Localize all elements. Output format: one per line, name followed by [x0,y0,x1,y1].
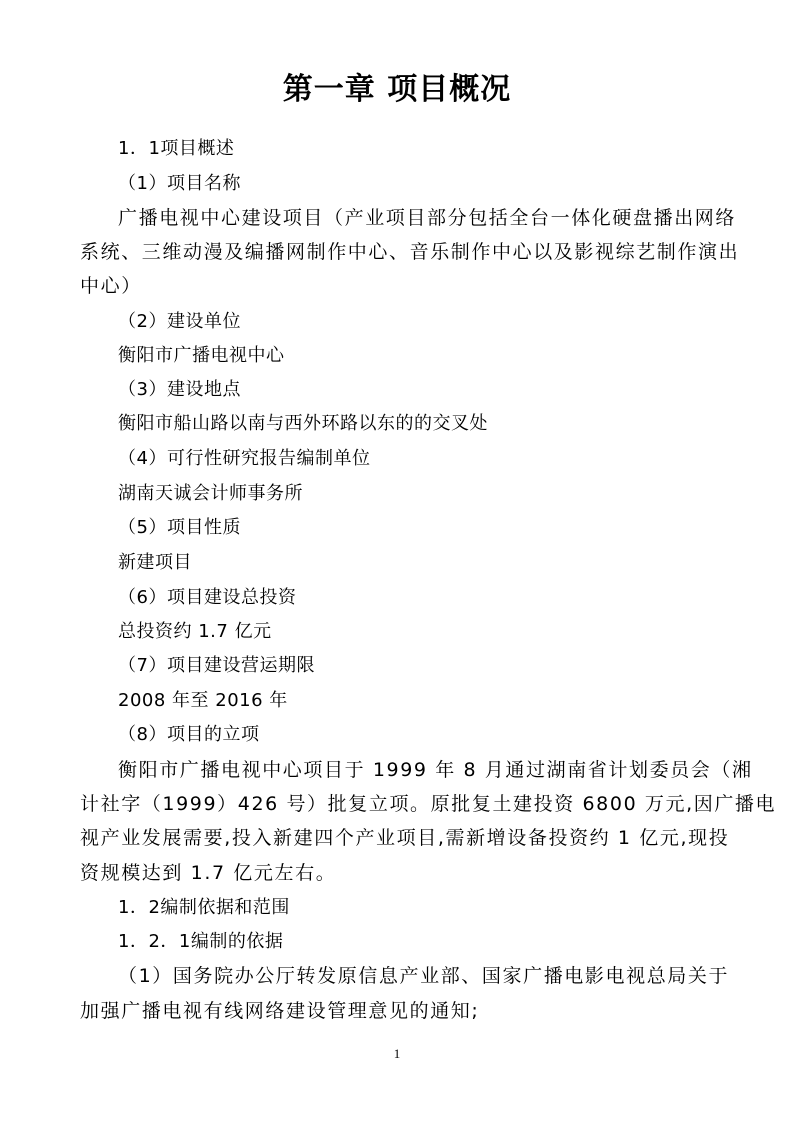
subheading-project-nature: （5）项目性质 [118,517,241,538]
section-heading-1-1: 1．1项目概述 [118,138,235,159]
paragraph-line: 系统、三维动漫及编播网制作中心、音乐制作中心以及影视综艺制作演出 [80,241,740,263]
paragraph-line: 视产业发展需要,投入新建四个产业项目,需新增设备投资约 1 亿元,现投 [80,827,730,849]
paragraph-line: 总投资约 1.7 亿元 [118,621,272,642]
subheading-report-preparer: （4）可行性研究报告编制单位 [118,448,371,469]
subheading-operation-period: （7）项目建设营运期限 [118,655,315,676]
subheading-project-name: （1）项目名称 [118,173,241,194]
paragraph-line: 衡阳市广播电视中心项目于 1999 年 8 月通过湖南省计划委员会（湘 [118,759,753,781]
paragraph-line: 2008 年至 2016 年 [118,690,288,711]
paragraph-line: （1）国务院办公厅转发原信息产业部、国家广播电影电视总局关于 [118,965,730,987]
paragraph-line: 衡阳市广播电视中心 [118,345,285,366]
paragraph-line: 衡阳市船山路以南与西外环路以东的的交叉处 [118,413,488,434]
section-heading-1-2-1: 1．2．1编制的依据 [118,931,284,952]
paragraph-line: 中心） [80,275,142,297]
paragraph-line: 计社字（1999）426 号）批复立项。原批复土建投资 6800 万元,因广播电 [80,793,777,815]
subheading-project-approval: （8）项目的立项 [118,724,260,745]
section-heading-1-2: 1．2编制依据和范围 [118,897,290,918]
paragraph-line: 湖南天诚会计师事务所 [118,483,303,504]
page-number: 1 [393,1046,401,1061]
chapter-title: 第一章 项目概况 [282,72,512,107]
subheading-location: （3）建设地点 [118,379,241,400]
paragraph-line: 广播电视中心建设项目（产业项目部分包括全台一体化硬盘播出网络 [118,207,737,229]
paragraph-line: 资规模达到 1.7 亿元左右。 [80,862,337,884]
subheading-construction-unit: （2）建设单位 [118,311,241,332]
paragraph-line: 新建项目 [118,552,192,573]
subheading-total-investment: （6）项目建设总投资 [118,587,297,608]
paragraph-line: 加强广播电视有线网络建设管理意见的通知; [80,1000,480,1022]
